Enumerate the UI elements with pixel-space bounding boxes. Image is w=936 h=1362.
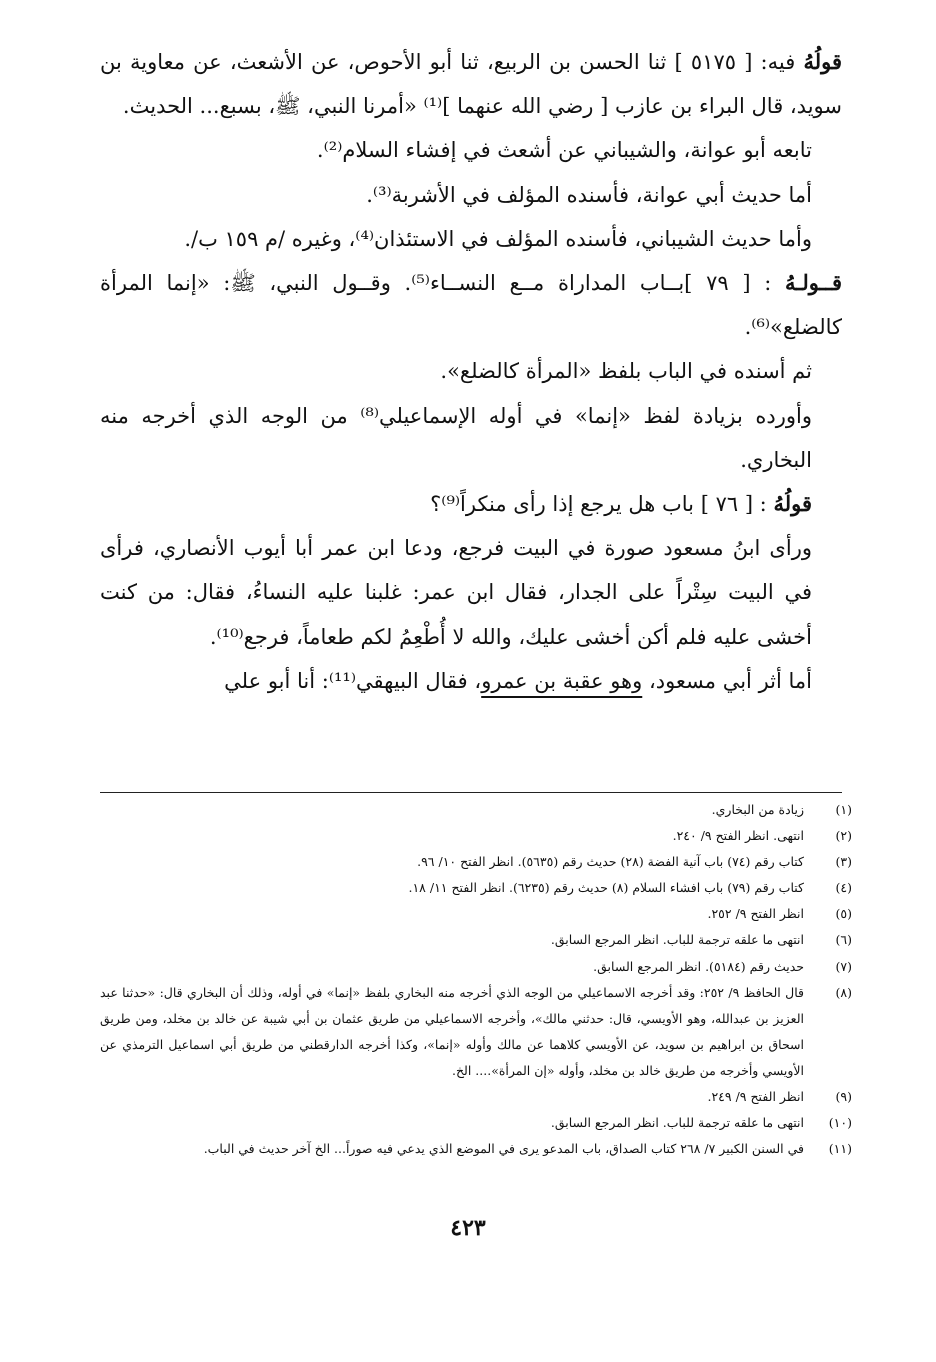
paragraph-5-text: : [ ٧٩ ]بــاب المداراة مــع النســاء⁽⁵⁾. وقــول النبي، ﷺ: «إنما المرأة كالضلع»⁽⁶⁾.: [100, 271, 842, 340]
footnote-number: (٨): [835, 984, 852, 1000]
footnote: [100, 875, 852, 901]
footnote-number: (٤): [835, 880, 852, 896]
paragraph-3: أما حديث أبي عوانة، فأسنده المؤلف في الأشربة⁽³⁾.: [366, 182, 812, 207]
footnote-number: (٥): [835, 906, 852, 922]
footnote: [100, 1110, 852, 1136]
footnote-number: (١): [835, 802, 852, 817]
footnote-number: (٢): [835, 828, 852, 844]
paragraph-6: ثم أسنده في الباب بلفظ «المرأة كالضلع».: [440, 359, 812, 384]
paragraph-5: [100, 261, 842, 349]
footnote-number: (٣): [835, 854, 852, 870]
paragraph-2: تابعه أبو عوانة، والشيباني عن أشعث في إفشاء السلام⁽²⁾.: [316, 138, 812, 163]
main-text: [100, 40, 842, 703]
page-number: ٤٢٣: [450, 1215, 486, 1241]
paragraph-8-text: : [ ٧٦ ] باب هل يرجع إذا رأى منكراً⁽⁹⁾؟: [430, 492, 767, 517]
footnote-text: في السنن الكبير ٧/ ٢٦٨ كتاب الصداق، باب المدعو يرى في الموضع الذي يدعي فيه صوراً... الخ آخر حديث في الباب.: [203, 1141, 804, 1157]
footnote-text: كتاب رقم (٧٤) باب آنية الفضة (٢٨) حديث رقم (٥٦٣٥). انظر الفتح ١٠/ ٩٦.: [417, 854, 804, 870]
footnote: [100, 954, 852, 980]
footnote-number: (٩): [835, 1089, 852, 1105]
footnote-separator: [100, 792, 842, 793]
footnote-number: (٧): [835, 958, 852, 974]
paragraph-1-text: فيه: [ ٥١٧٥ ] ثنا الحسن بن الربيع، ثنا أبو الأحوص، عن الأشعث، عن معاوية بن سويد، قال البراء بن عازب [ رضي الله عنهما ]⁽¹⁾ «أمرنا النبي، ﷺ، بسبع... الحديث.: [100, 50, 842, 119]
paragraph-10: [100, 659, 842, 703]
paragraph-8: [100, 482, 842, 526]
paragraph-9: ورأى ابنُ مسعود صورة في البيت فرجع، ودعا ابن عمر أبا أيوب الأنصاري، فرأى في البيت سِتْراً على الجدار، فقال ابن عمر: غلبنا عليه النساءُ، فقال: من كنت أخشى عليه فلم أكن أخشى عليك، والله لا أُطْعِمُ لكم طعاماً، فرجع⁽¹⁰⁾.: [100, 536, 812, 649]
footnote: [100, 849, 852, 875]
paragraph-4: وأما حديث الشيباني، فأسنده المؤلف في الاستئذان⁽⁴⁾، وغيره /م ١٥٩ ب/.: [184, 226, 812, 251]
footnotes: [100, 797, 852, 1162]
paragraph-7: وأورده بزيادة لفظ «إنما» في أوله الإسماعيلي⁽⁸⁾ من الوجه الذي أخرجه منه البخاري.: [100, 403, 812, 472]
lead-word: قــولـهُ: [784, 270, 842, 296]
footnote-text: زيادة من البخاري.: [711, 802, 804, 817]
lead-word: قولُهُ: [803, 49, 842, 74]
lead-word: قولُهُ: [773, 491, 812, 517]
paragraph-1: [100, 40, 842, 128]
footnote: [100, 927, 852, 953]
footnote-text: انتهى ما علقه ترجمة للباب. انظر المرجع السابق.: [550, 1115, 804, 1131]
footnote-text: انتهى. انظر الفتح ٩/ ٢٤٠.: [672, 828, 804, 844]
footnote: [100, 1084, 852, 1110]
footnote: [100, 797, 852, 823]
footnote-number: (٦): [835, 932, 852, 948]
footnote: [100, 980, 852, 1084]
footnote-number: (١١): [828, 1141, 852, 1157]
footnote: [100, 1136, 852, 1162]
footnote-text: انتهى ما علقه ترجمة للباب. انظر المرجع السابق.: [550, 932, 804, 948]
footnote-number: (١٠): [828, 1115, 852, 1131]
footnote-text: قال الحافظ ٩/ ٢٥٢: وقد أخرجه الاسماعيلي من الوجه الذي أخرجه منه البخاري بلفظ «إنما» في أوله، وذلك أن البخاري قال: «حدثنا عبد العزيز بن عبدالله، وهو الأويسي، قال: حدثني مالك»، وأخرجه الاسماعيلي من طريق عثمان بن أبي شيبة عن خالد بن مخلد، ومن طريق اسحاق بن ابراهيم بن سويد، عن الأويسي كلاهما عن مالك وأوله «إنما»، وكذا أخرجه الدارقطني من طريق أبي اسماعيل الترمذي عن الأويسي وأخرجه من طريق خالد بن مخلد، وأوله «إن المرأة».... الخ.: [100, 984, 805, 1078]
footnote-text: انظر الفتح ٩/ ٢٥٢.: [707, 906, 804, 922]
underlined-phrase: وهو عقبة بن عمرو: [481, 668, 643, 693]
footnote-text: كتاب رقم (٧٩) باب افشاء السلام (٨) حديث رقم (٦٢٣٥). انظر الفتح ١١/ ١٨.: [408, 880, 804, 896]
footnote-text: حديث رقم (٥١٨٤). انظر المرجع السابق.: [593, 958, 804, 974]
footnote: [100, 901, 852, 927]
paragraph-10-text: أما أثر أبي مسعود، وهو عقبة بن عمرو، فقال البيهقي⁽¹¹⁾: أنا أبو علي: [224, 668, 812, 693]
footnote-text: انظر الفتح ٩/ ٢٤٩.: [707, 1089, 804, 1105]
footnote: [100, 823, 852, 849]
